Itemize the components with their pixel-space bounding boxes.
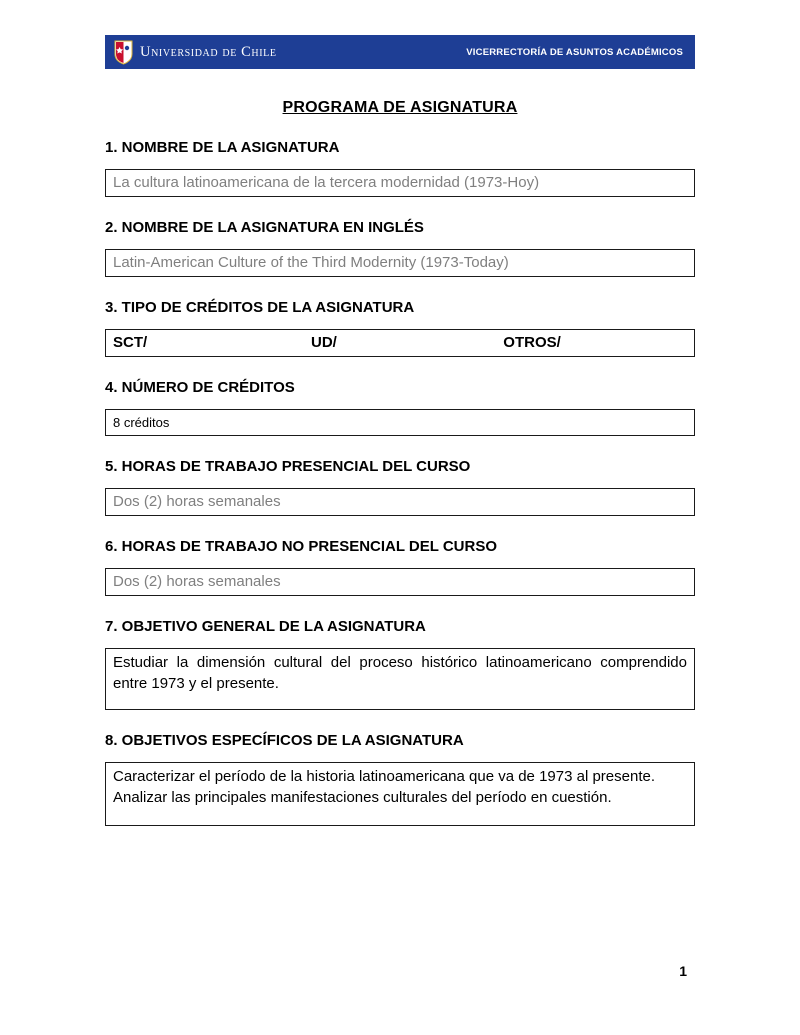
section-nonpresential-hours xyxy=(105,538,695,596)
specific-objectives-field xyxy=(105,762,695,826)
section-general-objective-heading: 7. OBJETIVO GENERAL DE LA ASIGNATURA xyxy=(105,618,426,635)
section-course-name-english-heading: 2. NOMBRE DE LA ASIGNATURA EN INGLÉS xyxy=(105,219,424,236)
inperson-hours-field: Dos (2) horas semanales xyxy=(105,488,695,516)
page-number: 1 xyxy=(679,963,687,979)
credit-count-field: 8 créditos xyxy=(105,409,695,436)
section-credit-count-heading: 4. NÚMERO DE CRÉDITOS xyxy=(105,379,295,396)
header-bar xyxy=(105,35,695,69)
page-title: PROGRAMA DE ASIGNATURA xyxy=(282,99,518,116)
section-credit-type-heading: 3. TIPO DE CRÉDITOS DE LA ASIGNATURA xyxy=(105,299,415,316)
section-credit-count xyxy=(105,379,695,436)
section-inperson-hours xyxy=(105,458,695,516)
section-nonpresential-hours-heading: 6. HORAS DE TRABAJO NO PRESENCIAL DEL CURSO xyxy=(105,538,497,555)
sct-label: SCT/ xyxy=(113,334,148,351)
university-name: Universidad de Chile xyxy=(140,43,277,60)
ud-label: UD/ xyxy=(311,334,337,351)
specific-objective-line: Caracterizar el período de la historia latinoamericana que va de 1973 al presente. xyxy=(113,768,655,785)
department-name: VICERRECTORÍA DE ASUNTOS ACADÉMICOS xyxy=(466,46,683,58)
section-general-objective xyxy=(105,618,695,710)
specific-objective-line: Analizar las principales manifestaciones culturales del período en cuestión. xyxy=(113,789,612,806)
section-course-name xyxy=(105,139,695,197)
university-crest-icon xyxy=(114,40,133,65)
section-specific-objectives xyxy=(105,732,695,826)
university-brand xyxy=(114,40,277,65)
nonpresential-hours-field: Dos (2) horas semanales xyxy=(105,568,695,596)
document-page xyxy=(105,35,695,826)
credit-type-field xyxy=(105,329,695,357)
section-credit-type xyxy=(105,299,695,357)
section-course-name-heading: 1. NOMBRE DE LA ASIGNATURA xyxy=(105,139,340,156)
section-course-name-english xyxy=(105,219,695,277)
otros-label: OTROS/ xyxy=(503,334,561,351)
section-inperson-hours-heading: 5. HORAS DE TRABAJO PRESENCIAL DEL CURSO xyxy=(105,458,471,475)
section-specific-objectives-heading: 8. OBJETIVOS ESPECÍFICOS DE LA ASIGNATURA xyxy=(105,732,464,749)
course-name-english-field: Latin-American Culture of the Third Modernity (1973-Today) xyxy=(105,249,695,277)
general-objective-field: Estudiar la dimensión cultural del proceso histórico latinoamericano comprendido entre 1973 y el presente. xyxy=(105,648,695,710)
course-name-field: La cultura latinoamericana de la tercera modernidad (1973-Hoy) xyxy=(105,169,695,197)
